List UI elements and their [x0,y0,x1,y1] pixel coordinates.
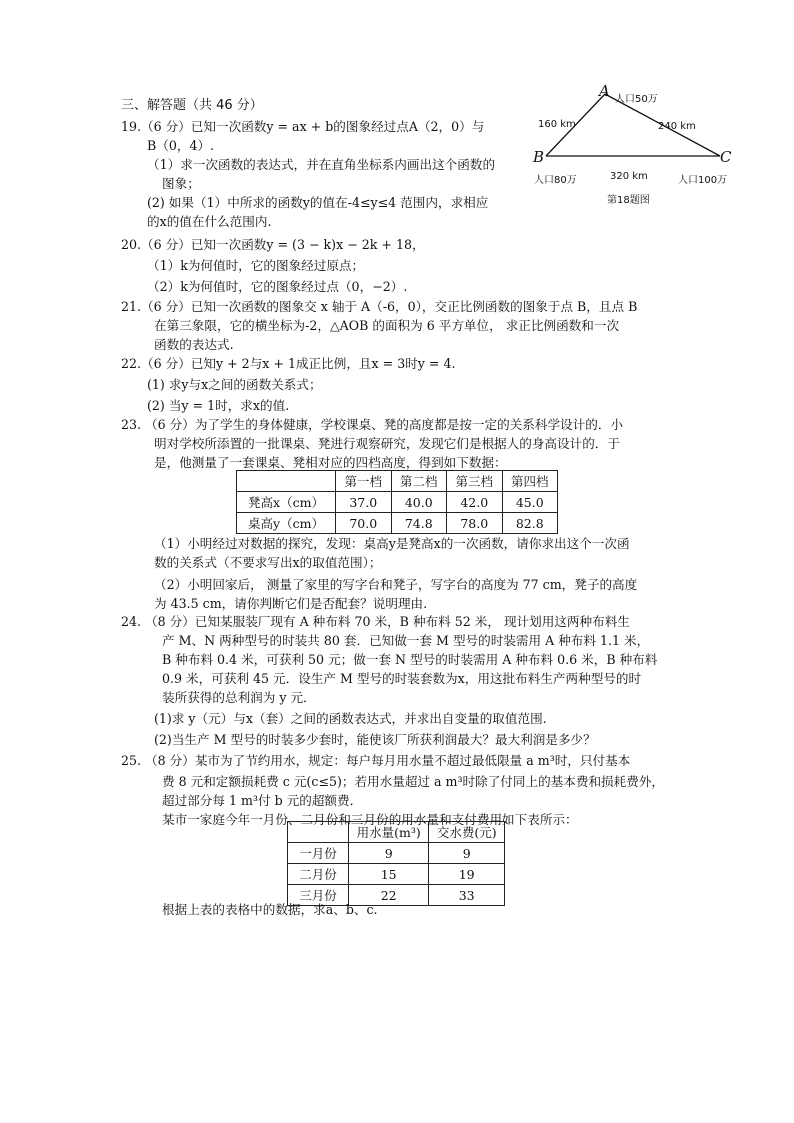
q21-line-1: 21.（6 分）已知一次函数的图象交 x 轴于 A（-6，0），交正比例函数的图象于点 B，且点 B [121,299,638,314]
distance-ab: 160 km [538,119,576,130]
q24-line-7: (2)当生产 M 型号的时装多少套时，能使该厂所获利润最大？最大利润是多少？ [154,732,596,747]
table-header-cell: 用水量(m³) [349,822,429,843]
q19-line-6: 的x的值在什么范围内. [147,214,272,229]
population-a: 人口50万 [615,94,658,105]
table-cell: 37.0 [336,492,392,513]
q24-line-1: 24. （8 分）已知某服装厂现有 A 种布料 70 米，B 种布料 52 米， 现计划用这两种布料生 [121,614,630,629]
table-row-label: 三月份 [288,885,349,906]
table-header-cell: 第四档 [502,471,558,492]
q23-line-4: （1）小明经过对数据的探究，发现：桌高y是凳高x的一次函数，请你求出这个一次函 [154,536,630,551]
q23-line-2: 明对学校所添置的一批课桌、凳进行观察研究，发现它们是根据人的身高设计的．于 [154,436,620,451]
distance-bc: 320 km [610,171,648,182]
q22-line-3: (2) 当y = 1时，求x的值. [147,398,290,413]
q24-line-5: 装所获得的总利润为 y 元． [162,690,316,705]
q25-line-2: 费 8 元和定额损耗费 c 元(c≤5)；若用水量超过 a m³时除了付同上的基本费和损耗费外， [162,774,665,789]
table-cell: 9 [429,843,505,864]
figure-18-triangle [528,82,764,210]
population-b: 人口80万 [534,175,577,186]
table-header-cell: 第三档 [447,471,503,492]
table-header-cell: 第一档 [336,471,392,492]
q19-line-3: （1）求一次函数的表达式，并在直角坐标系内画出这个函数的 [147,157,496,172]
q24-line-4: 0.9 米，可获利 45 元．设生产 M 型号的时装套数为x，用这批布料生产两种型号的时 [162,671,642,686]
table-corner-cell [288,822,349,843]
table-cell: 78.0 [447,513,503,534]
table-cell: 70.0 [336,513,392,534]
table-header-row [288,822,505,843]
table-cell: 40.0 [391,492,447,513]
table-header-cell: 第二档 [391,471,447,492]
table-cell: 45.0 [502,492,558,513]
q22-line-1: 22.（6 分）已知y + 2与x + 1成正比例，且x = 3时y = 4. [121,356,456,371]
table-row [288,843,505,864]
table-cell: 74.8 [391,513,447,534]
q25-line-5: 根据上表的表格中的数据，求a、b、c. [162,902,378,917]
q20-line-3: （2）k为何值时，它的图象经过点（0，−2）. [147,279,408,294]
vertex-a-label: A [599,82,610,100]
table-row [237,513,558,534]
section-title: 三、解答题（共 46 分） [121,98,263,113]
q24-line-6: (1)求 y（元）与x（套）之间的函数表达式，并求出自变量的取值范围. [154,711,547,726]
q20-line-1: 20.（6 分）已知一次函数y = (3 − k)x − 2k + 18， [121,237,425,252]
q19-line-5: (2) 如果（1）中所求的函数y的值在-4≤y≤4 范围内，求相应 [147,195,489,210]
q19-line-1: 19.（6 分）已知一次函数y = ax + b的图象经过点A（2，0）与 [121,119,485,134]
table-cell: 9 [349,843,429,864]
q20-line-2: （1）k为何值时，它的图象经过原点； [147,258,365,273]
q23-line-3: 是，他测量了一套课桌、凳相对应的四档高度，得到如下数据： [154,455,507,470]
table-cell: 15 [349,864,429,885]
table-corner-cell [237,471,336,492]
table-cell: 82.8 [502,513,558,534]
q22-line-2: (1) 求y与x之间的函数关系式； [147,377,322,392]
vertex-b-label: B [533,148,545,166]
q21-line-3: 函数的表达式. [154,337,234,352]
q19-line-4: 图象； [162,176,200,191]
table-cell: 22 [349,885,429,906]
q24-line-3: B 种布料 0.4 米，可获利 50 元；做一套 N 型号的时装需用 A 种布料 0.6 米，B 种布料 [162,652,658,667]
q25-line-4: 某市一家庭今年一月份、二月份和三月份的用水量和支付费用如下表所示： [162,812,578,827]
table-row [288,864,505,885]
table-row-label: 凳高x（cm） [237,492,336,513]
q24-line-2: 产 M、N 两种型号的时装共 80 套．已知做一套 M 型号的时装需用 A 种布料 1.1 米， [162,633,650,648]
table-row-label: 一月份 [288,843,349,864]
q21-line-2: 在第三象限，它的横坐标为-2，△AOB 的面积为 6 平方单位， 求正比例函数和一次 [154,318,620,333]
table-row [237,492,558,513]
table-row-label: 桌高y（cm） [237,513,336,534]
figure-caption: 第18题图 [607,195,650,206]
distance-ac: 240 km [658,121,696,132]
water-fee-table [287,821,505,906]
q25-line-3: 超过部分每 1 m³付 b 元的超额费． [162,793,363,808]
q19-line-2: B（0，4）. [147,138,215,153]
q23-line-7: 为 43.5 cm，请你判断它们是否配套？说明理由. [154,596,428,611]
population-c: 人口100万 [678,175,728,186]
vertex-c-label: C [720,148,732,166]
table-header-cell: 交水费(元) [429,822,505,843]
q25-line-1: 25. （8 分）某市为了节约用水，规定：每户每月用水量不超过最低限量 a m³时，只付基本 [121,753,631,768]
table-cell: 42.0 [447,492,503,513]
q23-line-1: 23. （6 分）为了学生的身体健康，学校课桌、凳的高度都是按一定的关系科学设计的．小 [121,417,624,432]
desk-stool-table [236,470,558,534]
table-header-row [237,471,558,492]
table-cell: 19 [429,864,505,885]
table-row-label: 二月份 [288,864,349,885]
q23-line-6: （2）小明回家后， 测量了家里的写字台和凳子，写字台的高度为 77 cm，凳子的高度 [154,577,638,592]
table-cell: 33 [429,885,505,906]
q23-line-5: 数的关系式（不要求写出x的取值范围）； [154,555,382,570]
